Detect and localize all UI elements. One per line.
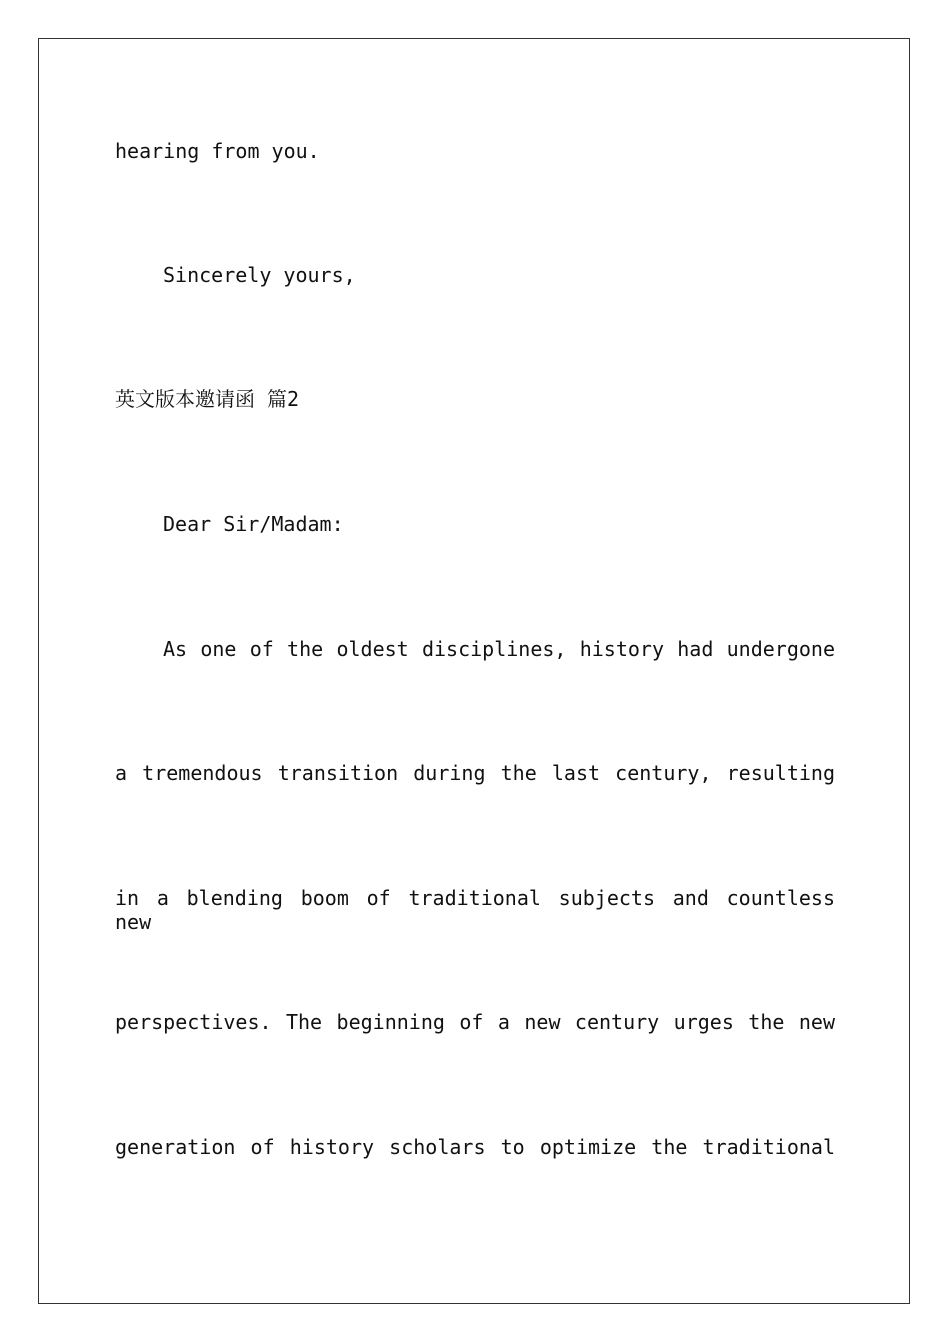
- closing-line: Sincerely yours,: [163, 263, 356, 287]
- paragraph-line: generation of history scholars to optimize the traditional: [115, 1135, 835, 1159]
- paragraph-line: in a blending boom of traditional subjects and countless new: [115, 886, 835, 934]
- body-text-line: hearing from you.: [115, 139, 320, 163]
- paragraph-line: a tremendous transition during the last century, resulting: [115, 761, 835, 785]
- section-heading: 英文版本邀请函 篇2: [115, 387, 300, 411]
- paragraph-line: As one of the oldest disciplines, history had undergone: [163, 637, 835, 661]
- paragraph-line: perspectives. The beginning of a new century urges the new: [115, 1010, 835, 1034]
- page-border: [38, 38, 910, 1304]
- salutation-line: Dear Sir/Madam:: [163, 512, 344, 536]
